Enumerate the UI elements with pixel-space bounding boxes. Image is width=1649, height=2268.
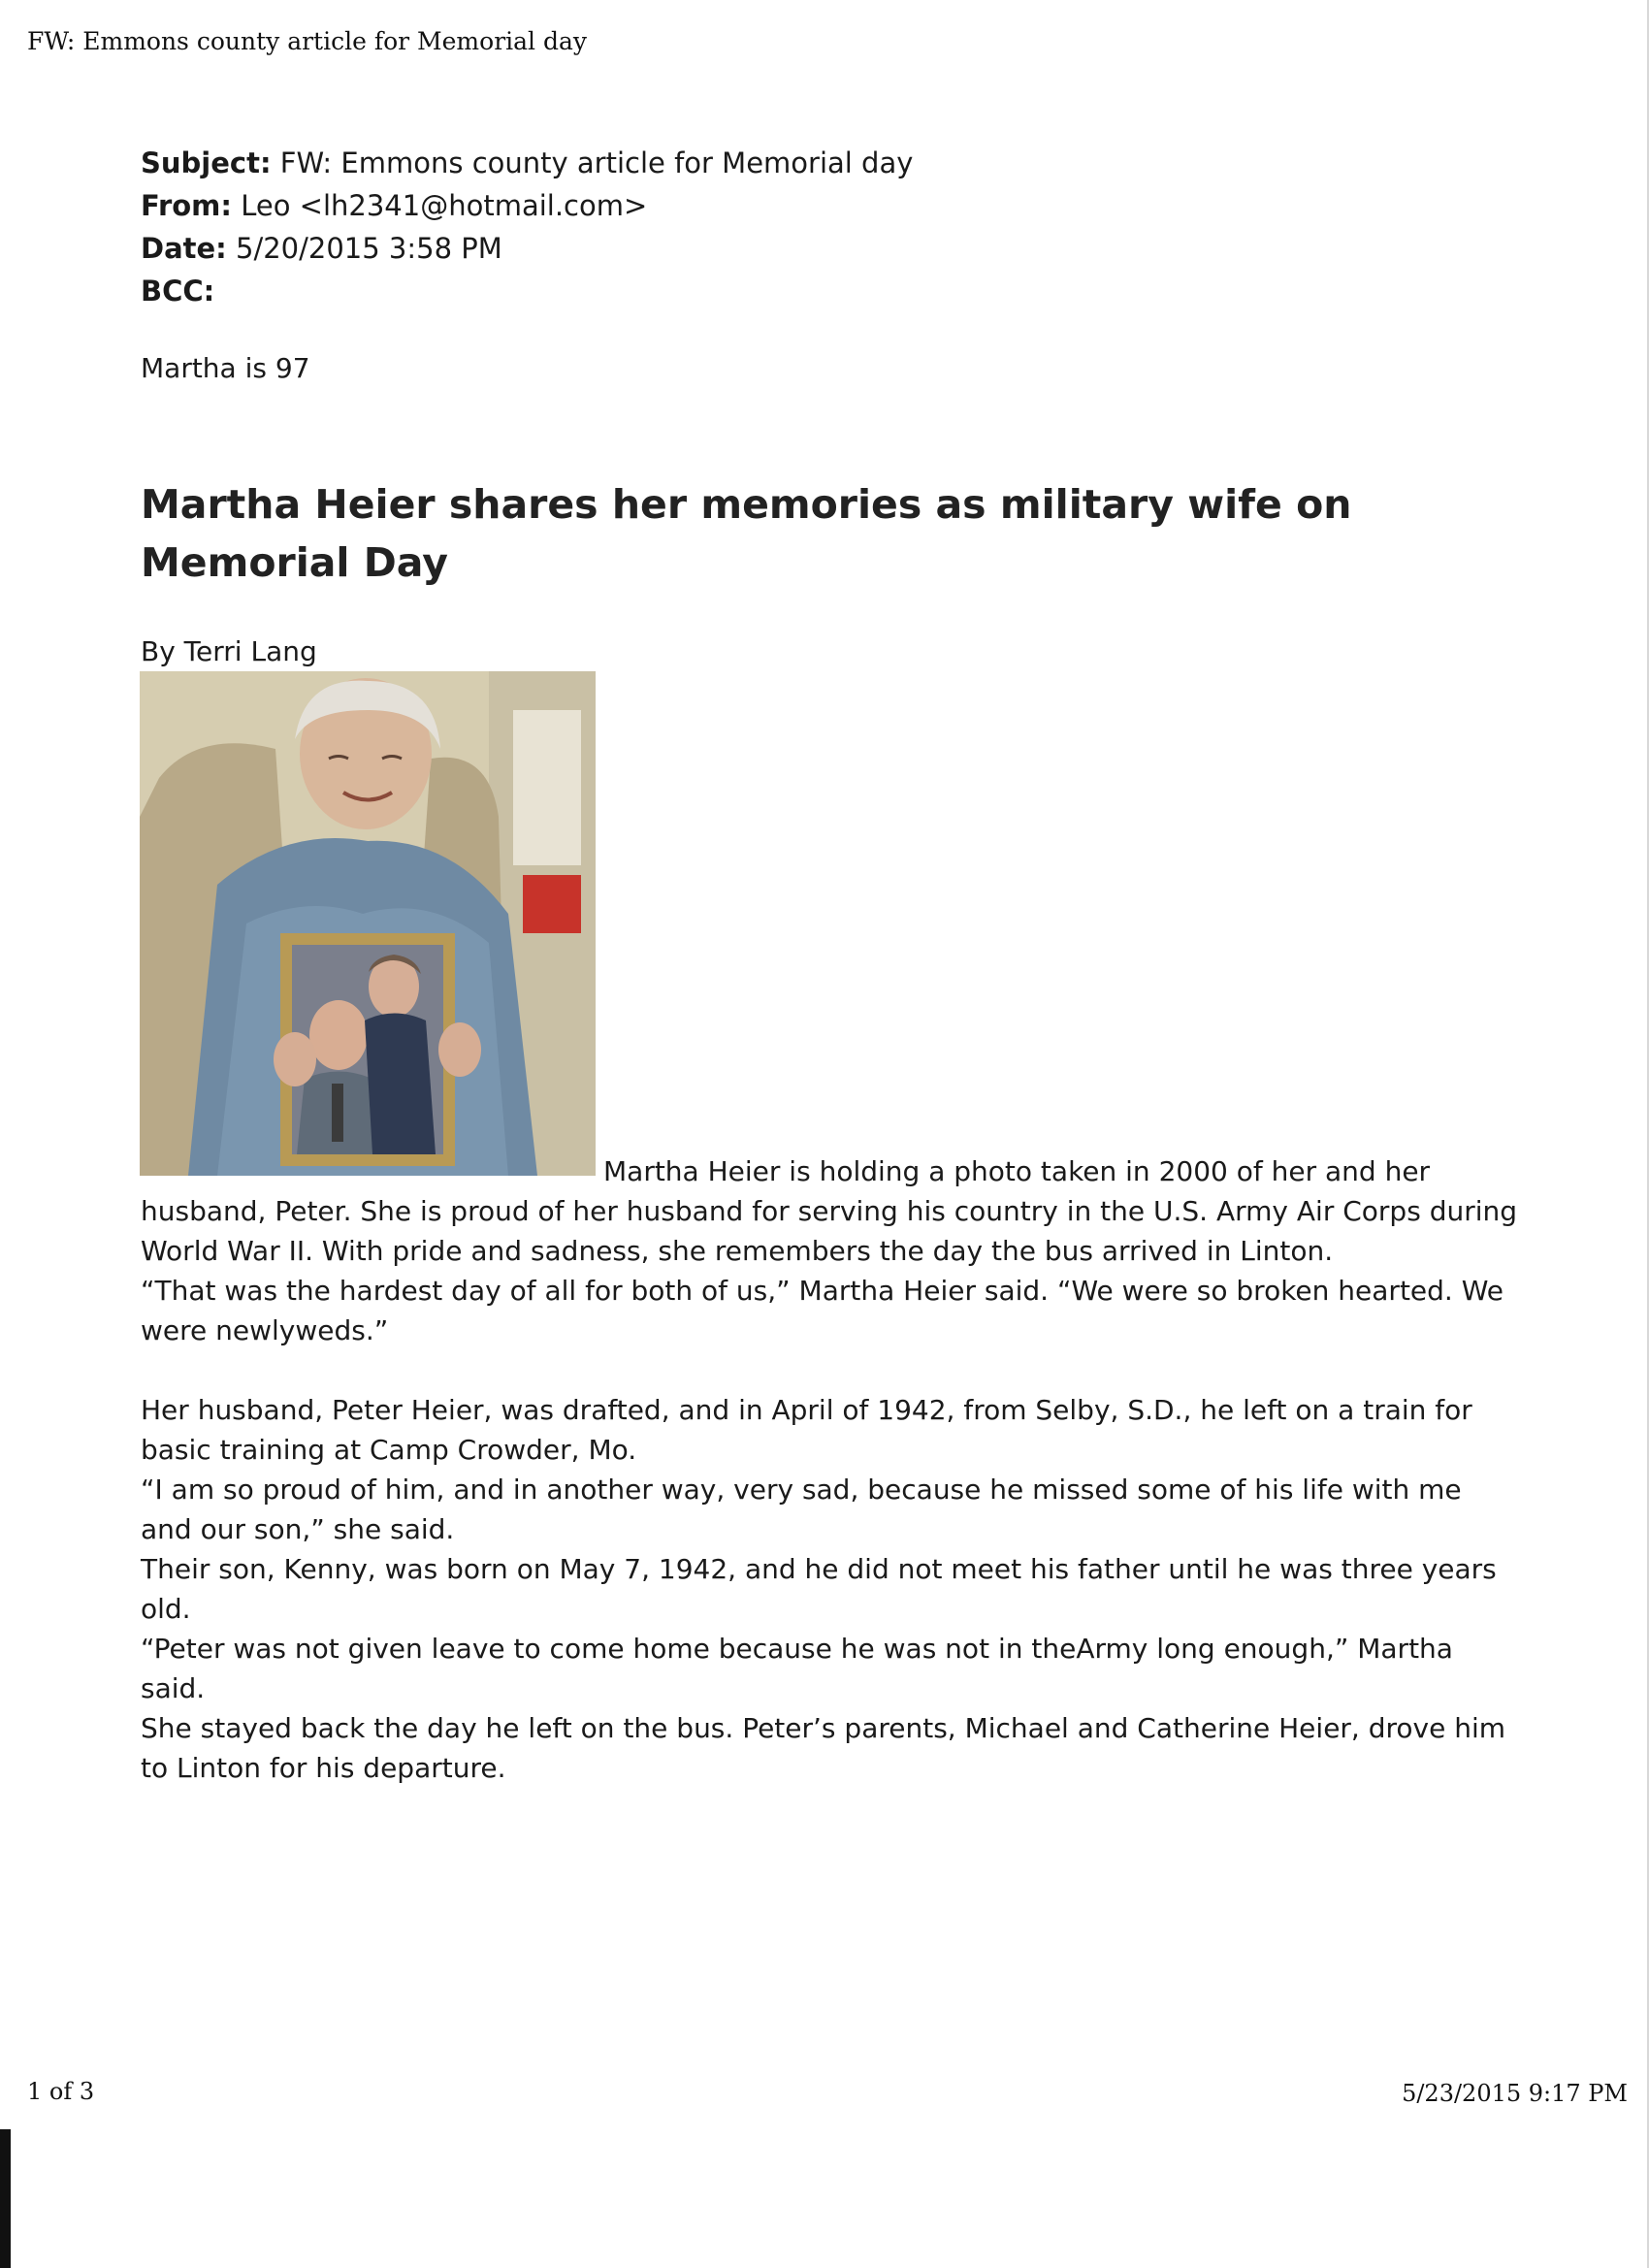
article-paragraph: Her husband, Peter Heier, was drafted, and in April of 1942, from Selby, S.D., he left on a train for basic training at Camp Crowder, Mo. — [141, 1394, 1472, 1466]
subject-value: FW: Emmons county article for Memorial day — [279, 146, 914, 179]
from-label: From: — [141, 189, 232, 222]
article-byline: By Terri Lang — [141, 635, 317, 667]
article-paragraph: “That was the hardest day of all for both of us,” Martha Heier said. “We were so broken hearted. We were newlyweds.” — [141, 1275, 1504, 1346]
photo-illustration — [140, 671, 596, 1176]
article-paragraph: She stayed back the day he left on the bus. Peter’s parents, Michael and Catherine Heier, drove him to Linton for his departure. — [141, 1712, 1506, 1784]
article-paragraph: Their son, Kenny, was born on May 7, 1942, and he did not meet his father until he was three years old. — [141, 1553, 1497, 1625]
print-header-title: FW: Emmons county article for Memorial day — [27, 27, 588, 55]
from-value: Leo <lh2341@hotmail.com> — [241, 189, 648, 222]
email-from-row — [141, 184, 913, 227]
paragraph-gap — [141, 1350, 1518, 1390]
scan-edge-mark — [0, 2129, 11, 2268]
photo-caption-rest: husband, Peter. She is proud of her husband for serving his country in the U.S. Army Air Corps during World War II. With pride and sadness, she remembers the day the bus arrived in Linton. — [141, 1195, 1518, 1267]
article-paragraph: “I am so proud of him, and in another way, very sad, because he missed some of his life with me and our son,” she said. — [141, 1474, 1462, 1545]
page-number: 1 of 3 — [27, 2078, 95, 2105]
email-headers — [141, 142, 913, 312]
subject-label: Subject: — [141, 146, 272, 179]
email-note: Martha is 97 — [141, 352, 310, 384]
photo-caption-start: Martha Heier is holding a photo taken in 2000 of her and her — [603, 1155, 1431, 1187]
bcc-label: BCC: — [141, 275, 215, 308]
date-label: Date: — [141, 232, 227, 265]
email-date-row — [141, 227, 913, 270]
print-timestamp: 5/23/2015 9:17 PM — [1402, 2080, 1628, 2107]
email-bcc-row — [141, 270, 913, 312]
email-subject-row — [141, 142, 913, 184]
article-body — [141, 1151, 1518, 1788]
article-photo — [140, 671, 596, 1176]
date-value: 5/20/2015 3:58 PM — [236, 232, 502, 265]
article-paragraph: “Peter was not given leave to come home because he was not in theArmy long enough,” Martha said. — [141, 1633, 1453, 1704]
article-headline: Martha Heier shares her memories as military wife on Memorial Day — [141, 481, 1352, 586]
